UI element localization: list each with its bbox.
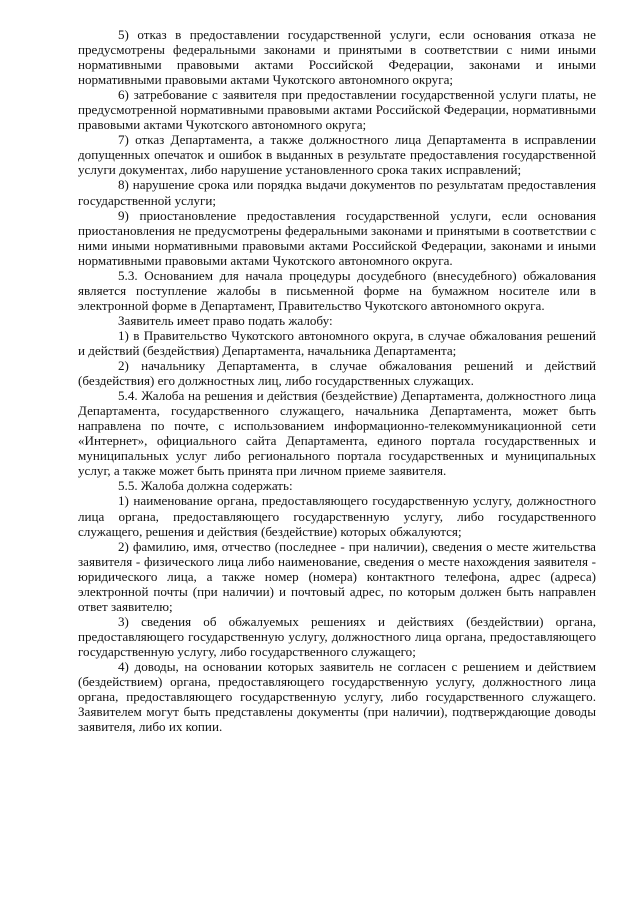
paragraph-suspension: 9) приостановление предоставления государственной услуги, если основания приостановления не предусмотрены федеральными законами и принятыми в соответствии с ними иными нормативными правовыми актами Российской Федерации, законами и иными нормативными правовыми актами Чукотского автономного округа. — [78, 207, 596, 268]
paragraph-section-5-3: 5.3. Основанием для начала процедуры досудебного (внесудебного) обжалования является поступление жалобы в письменной форме на бумажном носителе или в электронной форме в Департамент, Правительство Чукотского автономного округа. — [78, 267, 596, 313]
document-page — [78, 27, 596, 734]
paragraph-refusal-not-provided: 5) отказ в предоставлении государственной услуги, если основания отказа не предусмотрены федеральными законами и принятыми в соответствии с ними иными нормативными правовыми актами Российской Федерации, законами и иными нормативными правовыми актами Чукотского автономного округа; — [78, 27, 596, 88]
paragraph-fee-demand: 6) затребование с заявителя при предоставлении государственной услуги платы, не предусмотренной нормативными правовыми актами Российской Федерации, нормативными правовыми актами Чукотского автономного округа; — [78, 87, 596, 133]
paragraph-arguments: 4) доводы, на основании которых заявитель не согласен с решением и действием (бездействием) органа, предоставляющего государственную услугу, должностного лица органа, предоставляющего государственную услугу, либо государственного служащего. Заявителем могут быть представлены документы (при наличии), подтверждающие доводы заявителя, либо их копии. — [78, 658, 596, 735]
paragraph-head-appeal: 2) начальнику Департамента, в случае обжалования решений и действий (бездействия) его должностных лиц, либо государственных служащих. — [78, 358, 596, 389]
paragraph-applicant-details: 2) фамилию, имя, отчество (последнее - при наличии), сведения о месте жительства заявителя - физического лица либо наименование, сведения о месте нахождения заявителя - юридического лица, а также номер (номера) контактного телефона, адрес (адреса) электронной почты (при наличии) и почтовый адрес, по которым должен быть направлен ответ заявителю; — [78, 538, 596, 614]
paragraph-deadline-violation: 8) нарушение срока или порядка выдачи документов по результатам предоставления государственной услуги; — [78, 177, 596, 208]
paragraph-refusal-corrections: 7) отказ Департамента, а также должностного лица Департамента в исправлении допущенных опечаток и ошибок в выданных в результате предоставления государственной услуги документах, либо нарушение установленного срока таких исправлений; — [78, 132, 596, 178]
paragraph-right-to-complain: Заявитель имеет право подать жалобу: — [118, 312, 333, 328]
paragraph-government-appeal: 1) в Правительство Чукотского автономного округа, в случае обжалования решений и действий (бездействия) Департамента, начальника Департамента; — [78, 327, 596, 358]
paragraph-appealed-decisions: 3) сведения об обжалуемых решениях и действиях (бездействии) органа, предоставляющего государственную услугу, должностного лица органа, предоставляющего государственную услугу, либо государственного служащего; — [78, 613, 596, 659]
paragraph-section-5-4: 5.4. Жалоба на решения и действия (бездействие) Департамента, должностного лица Департамента, государственного служащего, начальника Департамента, может быть направлена по почте, с использованием информационно-телекоммуникационной сети «Интернет», официального сайта Департамента, единого портала государственных и муниципальных услуг либо регионального портала государственных и муниципальных услуг, а также может быть принята при личном приеме заявителя. — [78, 388, 596, 479]
paragraph-section-5-5: 5.5. Жалоба должна содержать: — [118, 478, 293, 494]
paragraph-body-name: 1) наименование органа, предоставляющего государственную услугу, должностного лица органа, предоставляющего государственную услугу, либо государственного служащего, решения и действия (бездействие) которых обжалуются; — [78, 493, 596, 539]
